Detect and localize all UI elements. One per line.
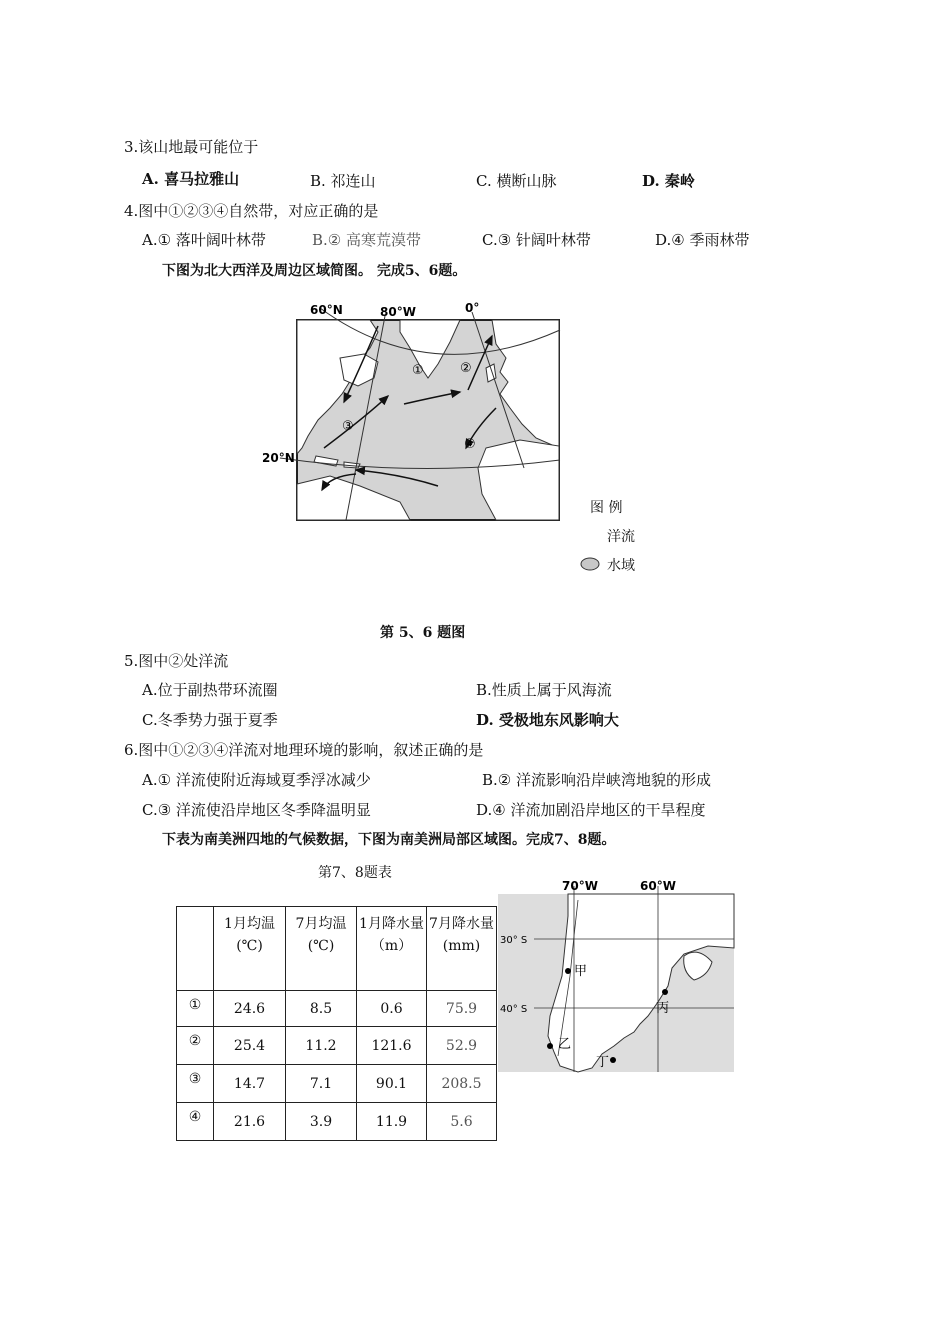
table-cell: 0.6 (357, 991, 427, 1027)
q3-option-b: B. 祁连山 (310, 172, 376, 190)
current-marker-4: ④ (464, 437, 476, 452)
place-jia-dot (565, 968, 571, 974)
table-cell: 75.9 (427, 991, 497, 1027)
table-cell: 121.6 (357, 1027, 427, 1065)
table-cell: 208.5 (427, 1065, 497, 1103)
q4-option-a: A.① 落叶阔叶林带 (142, 231, 266, 249)
q3-stem: 3.该山地最可能位于 (124, 138, 259, 156)
legend-title: 图 例 (590, 500, 623, 516)
table-cell: 3.9 (286, 1103, 357, 1141)
table-cell: 5.6 (427, 1103, 497, 1141)
q4-option-d: D.④ 季雨林带 (655, 231, 750, 249)
table-cell: 90.1 (357, 1065, 427, 1103)
q3-option-a: A. 喜马拉雅山 (142, 170, 240, 188)
table-cell: ② (177, 1027, 214, 1065)
q6-option-a: A.① 洋流使附近海域夏季浮冰减少 (142, 771, 371, 789)
table-header-jul-precip: 7月降水量(mm) (427, 907, 497, 991)
q6-stem: 6.图中①②③④洋流对地理环境的影响，叙述正确的是 (124, 741, 484, 759)
table-cell: 11.2 (286, 1027, 357, 1065)
q4-option-c: C.③ 针阔叶林带 (482, 231, 591, 249)
place-yi-label: 乙 (558, 1037, 572, 1052)
q5-option-a: A.位于副热带环流圈 (142, 681, 278, 699)
table-row (177, 1027, 497, 1065)
map1-caption: 第 5、6 题图 (380, 625, 466, 641)
q5-option-c: C.冬季势力强于夏季 (142, 711, 278, 729)
lon-label-80w: 80°W (380, 305, 416, 319)
lon-label-70w: 70°W (562, 879, 598, 893)
lat-label-20n: 20°N (262, 451, 295, 465)
q3-option-d: D. 秦岭 (642, 172, 695, 190)
current-marker-2: ② (460, 361, 472, 376)
lat-label-40s: 40° S (500, 1004, 528, 1015)
legend-current-label: 洋流 (607, 529, 635, 545)
table-header-jan-temp: 1月均温 (℃) (214, 907, 286, 991)
place-ding-dot (610, 1057, 616, 1063)
table-cell: 24.6 (214, 991, 286, 1027)
table-cell: ④ (177, 1103, 214, 1141)
table-row (177, 1103, 497, 1141)
table-header-jul-temp: 7月均温 (℃) (286, 907, 357, 991)
place-bing-dot (662, 989, 668, 995)
table-header-jan-precip: 1月降水量（m） (357, 907, 427, 991)
lon-label-60w: 60°W (640, 879, 676, 893)
table-row (177, 1065, 497, 1103)
climate-table (176, 906, 497, 1141)
table-header-row (177, 907, 497, 991)
table-cell: 25.4 (214, 1027, 286, 1065)
lon-label-0: 0° (465, 301, 480, 315)
place-yi-dot (547, 1043, 553, 1049)
table-cell: 14.7 (214, 1065, 286, 1103)
table-cell: ③ (177, 1065, 214, 1103)
table-cell: ① (177, 991, 214, 1027)
table-cell: 7.1 (286, 1065, 357, 1103)
legend-water-swatch (580, 557, 600, 571)
q4-stem: 4.图中①②③④自然带，对应正确的是 (124, 202, 379, 220)
intro-5-6: 下图为北大西洋及周边区域简图。 完成5、6题。 (162, 263, 467, 279)
south-america-map (498, 876, 738, 1074)
legend-water-label: 水域 (607, 558, 635, 574)
current-marker-3: ③ (342, 419, 354, 434)
intro-7-8: 下表为南美洲四地的气候数据，下图为南美洲局部区域图。完成7、8题。 (162, 832, 616, 848)
north-atlantic-map (260, 298, 570, 524)
lat-label-30s: 30° S (500, 935, 528, 946)
table-header-corner (177, 907, 214, 991)
table-cell: 8.5 (286, 991, 357, 1027)
lat-label-60n: 60°N (310, 303, 343, 317)
table-cell: 21.6 (214, 1103, 286, 1141)
table-caption: 第7、8题表 (318, 865, 392, 881)
q5-stem: 5.图中②处洋流 (124, 652, 229, 670)
table-row (177, 991, 497, 1027)
place-ding-label: 丁 (596, 1055, 610, 1070)
place-bing-label: 丙 (656, 1001, 670, 1016)
q6-option-c: C.③ 洋流使沿岸地区冬季降温明显 (142, 801, 371, 819)
q6-option-d: D.④ 洋流加剧沿岸地区的干旱程度 (476, 801, 706, 819)
place-jia-label: 甲 (574, 964, 588, 979)
table-cell: 11.9 (357, 1103, 427, 1141)
q5-option-d: D. 受极地东风影响大 (476, 711, 619, 729)
q4-option-b: B.② 高寒荒漠带 (312, 231, 422, 249)
current-marker-1: ① (412, 363, 424, 378)
q5-option-b: B.性质上属于风海流 (476, 681, 612, 699)
q3-option-c: C. 横断山脉 (476, 172, 557, 190)
q6-option-b: B.② 洋流影响沿岸峡湾地貌的形成 (482, 771, 712, 789)
table-cell: 52.9 (427, 1027, 497, 1065)
